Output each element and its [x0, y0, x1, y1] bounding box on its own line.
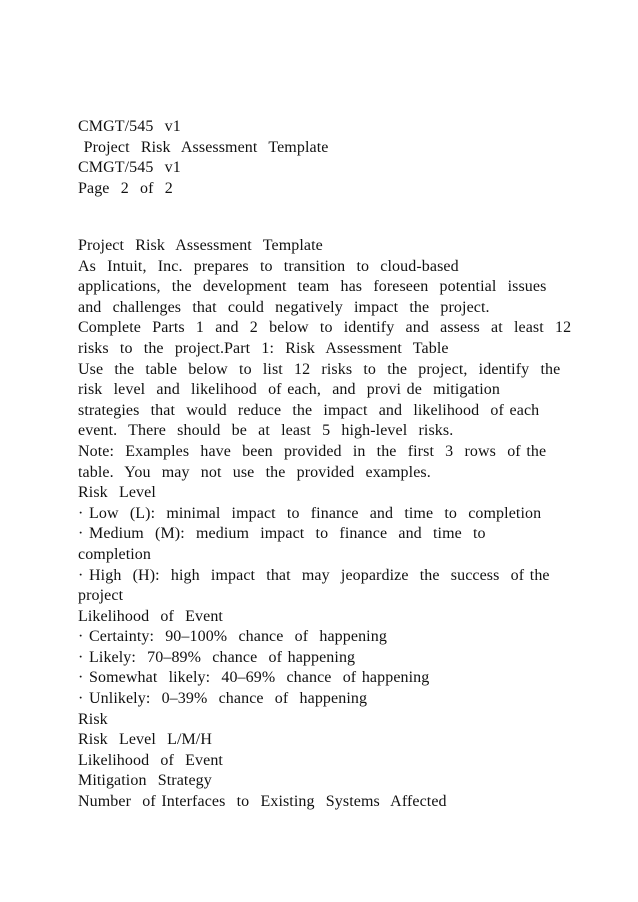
course-code-line: CMGT/545 v1	[78, 118, 181, 135]
likelihood-somewhat-likely: · Somewhat likely: 40–69% chance of happening	[78, 669, 430, 687]
template-title-line: Project Risk Assessment Template	[78, 138, 329, 156]
table-header-likelihood: Likelihood of Event	[78, 751, 223, 769]
body-line: and challenges that could negatively impact the project.	[78, 298, 490, 316]
body-line: risk level and likelihood of each, and provi de mitigation	[78, 381, 500, 399]
body-line: As Intuit, Inc. prepares to transition to cloud-based	[78, 257, 459, 275]
note-line: table. You may not use the provided examples.	[78, 463, 431, 481]
body-line: risks to the project.Part 1: Risk Assessment Table	[78, 339, 449, 357]
likelihood-certainty: · Certainty: 90–100% chance of happening	[78, 628, 387, 646]
likelihood-likely: · Likely: 70–89% chance of happening	[78, 648, 356, 666]
risk-level-medium-cont: completion	[78, 545, 151, 563]
body-title: Project Risk Assessment Template	[78, 237, 323, 254]
course-code-line-repeat: CMGT/545 v1	[78, 159, 181, 177]
body-line: strategies that would reduce the impact and likelihood of each	[78, 401, 540, 419]
note-line: Note: Examples have been provided in the first 3 rows of the	[78, 442, 547, 460]
risk-level-medium: · Medium (M): medium impact to finance and time to	[78, 525, 486, 543]
table-header-risk: Risk	[78, 710, 108, 728]
body-line: Complete Parts 1 and 2 below to identify and assess at least 12	[78, 319, 572, 337]
body-line: Use the table below to list 12 risks to the project, identify the	[78, 360, 561, 378]
table-header-mitigation: Mitigation Strategy	[78, 772, 212, 790]
body-line: applications, the development team has foreseen potential issues	[78, 278, 547, 296]
risk-level-high-cont: project	[78, 587, 124, 605]
risk-level-heading: Risk Level	[78, 484, 156, 502]
likelihood-unlikely: · Unlikely: 0–39% chance of happening	[78, 690, 368, 708]
page-header	[78, 117, 578, 199]
body-line: event. There should be at least 5 high-level risks.	[78, 422, 454, 440]
table-row-first-risk: Number of Interfaces to Existing Systems Affected	[78, 793, 447, 811]
table-header-risk-level: Risk Level L/M/H	[78, 731, 213, 749]
page-number-line: Page 2 of 2	[78, 179, 173, 197]
document-body	[78, 236, 578, 813]
risk-level-high: · High (H): high impact that may jeopardize the success of the	[78, 566, 550, 584]
risk-level-low: · Low (L): minimal impact to finance and time to completion	[78, 504, 542, 522]
likelihood-heading: Likelihood of Event	[78, 607, 223, 625]
